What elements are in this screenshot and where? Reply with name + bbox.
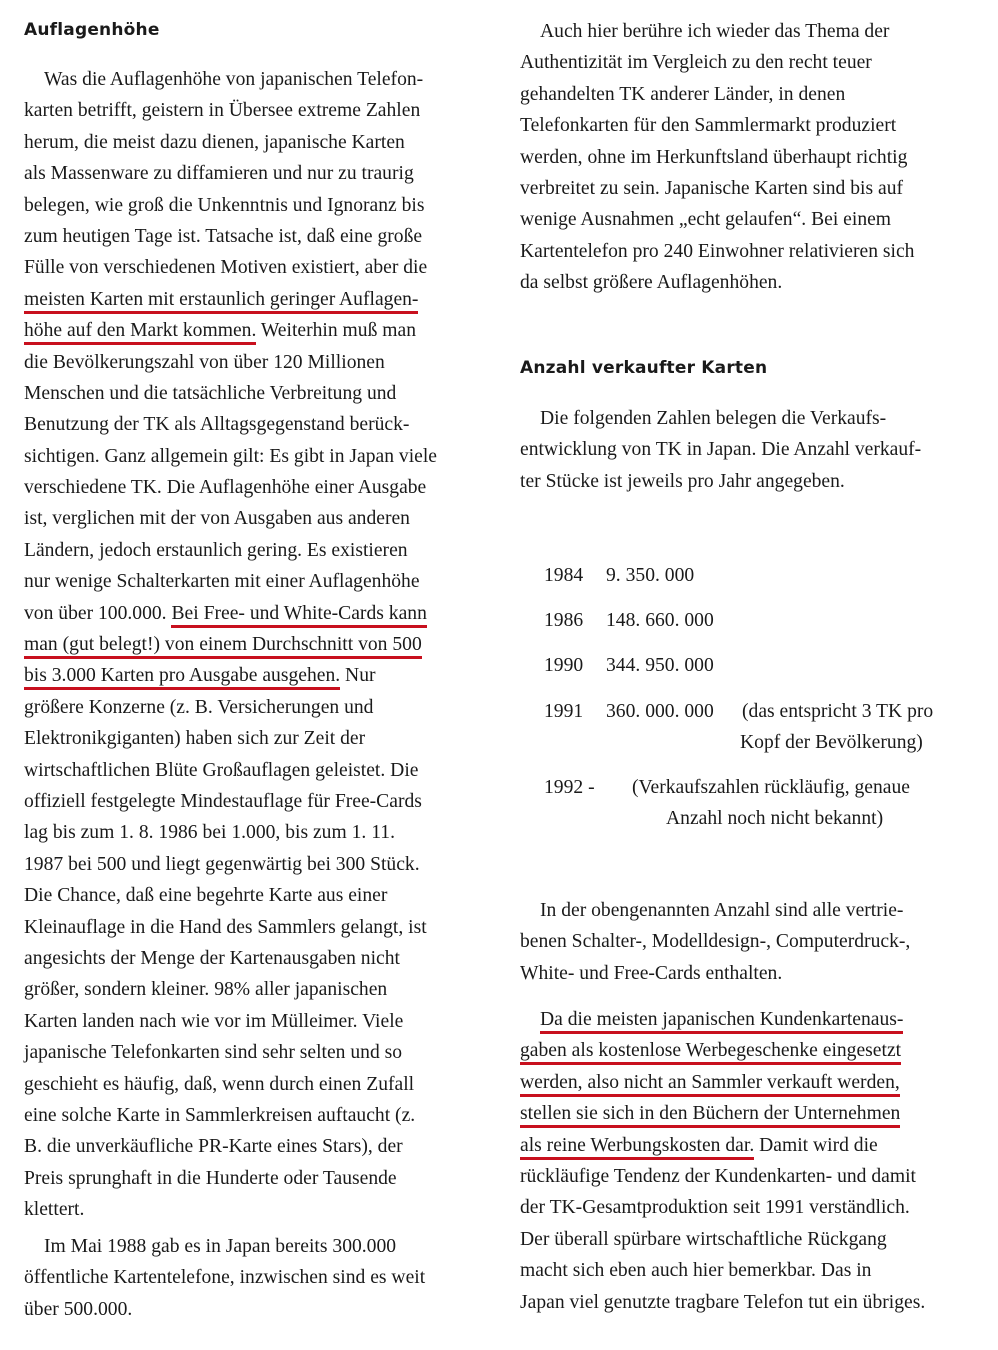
text-line: ist, verglichen mit der von Ausgaben aus anderen: [24, 508, 410, 530]
sales-note: (Verkaufszahlen rückläufig, genaue: [632, 777, 910, 798]
heading-anzahl-verkaufter-karten: Anzahl verkaufter Karten: [520, 358, 768, 378]
text-line: Die folgenden Zahlen belegen die Verkaufs-: [540, 408, 887, 429]
highlight-underline: man (gut belegt!) von einem Durchschnitt von 500: [24, 634, 422, 659]
sales-value: 344. 950. 000: [606, 655, 714, 676]
sales-year: 1992 -: [544, 777, 595, 798]
text-line: Elektronikgiganten) haben sich zur Zeit der: [24, 728, 366, 750]
text-line: White- und Free-Cards enthalten.: [520, 962, 783, 984]
text-line: werden, ohne im Herkunftsland überhaupt richtig: [520, 146, 908, 168]
text-line: verbreitet zu sein. Japanische Karten sind bis auf: [520, 177, 904, 199]
text-line: [520, 1130, 980, 1161]
text-line: macht sich eben auch hier bemerkbar. Das in: [520, 1260, 872, 1282]
text-line: die Bevölkerungszahl von über 120 Millionen: [24, 351, 385, 373]
highlight-underline: bis 3.000 Karten pro Ausgabe ausgehen.: [24, 665, 340, 690]
text-line: der TK-Gesamtproduktion seit 1991 verständlich.: [520, 1197, 910, 1219]
highlight-underline: meisten Karten mit erstaunlich geringer Auflagen-: [24, 289, 418, 314]
text-line: offiziell festgelegte Mindestauflage für Free-Cards: [24, 790, 422, 812]
text-line: entwicklung von TK in Japan. Die Anzahl verkauf-: [520, 439, 922, 461]
paragraph-auflagenhoehe: [24, 64, 492, 1225]
text-line: rückläufige Tendenz der Kundenkarten- und damit: [520, 1165, 916, 1187]
highlight-underline: stellen sie sich in den Büchern der Unternehmen: [520, 1103, 900, 1128]
highlight-underline: als reine Werbungskosten dar.: [520, 1135, 754, 1160]
text-line: [24, 629, 492, 660]
paragraph-kartentelefone: [24, 1231, 492, 1325]
sales-note: Anzahl noch nicht bekannt): [666, 808, 884, 829]
text-line: Auch hier berühre ich wieder das Thema der: [540, 21, 890, 42]
sales-row: [520, 772, 980, 803]
text-line: über 500.000.: [24, 1298, 133, 1320]
text-fragment: Nur: [340, 665, 376, 687]
text-line: B. die unverkäufliche PR-Karte eines Stars), der: [24, 1136, 403, 1158]
paragraph-kundenkarten: [520, 1004, 980, 1318]
text-line: gehandelten TK anderer Länder, in denen: [520, 83, 846, 105]
sales-value: 9. 350. 000: [606, 565, 695, 586]
highlight-underline: Bei Free- und White-Cards kann: [171, 603, 426, 628]
sales-year: 1984: [544, 565, 584, 586]
text-line: klettert.: [24, 1199, 85, 1221]
text-line: geschieht es häufig, daß, wenn durch einen Zufall: [24, 1073, 415, 1095]
sales-row: [520, 560, 980, 591]
text-line: Kartentelefon pro 240 Einwohner relativieren sich: [520, 240, 915, 262]
text-line: eine solche Karte in Sammlerkreisen auftaucht (z.: [24, 1104, 416, 1126]
paragraph-enthaltene-karten: [520, 895, 980, 989]
text-line: [24, 315, 492, 346]
text-line: [24, 284, 492, 315]
text-line: Telefonkarten für den Sammlermarkt produziert: [520, 115, 897, 137]
sales-value: 148. 660. 000: [606, 610, 714, 631]
sales-row: [520, 696, 980, 727]
text-line: öffentliche Kartentelefone, inzwischen sind es weit: [24, 1267, 426, 1289]
highlight-underline: höhe auf den Markt kommen.: [24, 320, 256, 345]
text-line: zum heutigen Tage ist. Tatsache ist, daß eine große: [24, 225, 423, 247]
text-line: wirtschaftlichen Blüte Großauflagen geleistet. Die: [24, 759, 419, 781]
highlight-underline: gaben als kostenlose Werbegeschenke eingesetzt: [520, 1040, 901, 1065]
text-line: angesichts der Menge der Kartenausgaben nicht: [24, 947, 400, 969]
text-line: als Massenware zu diffamieren und nur zu traurig: [24, 163, 414, 185]
sales-year: 1990: [544, 655, 584, 676]
text-line: sichtigen. Ganz allgemein gilt: Es gibt in Japan viele: [24, 445, 437, 467]
text-line: ter Stücke ist jeweils pro Jahr angegeben.: [520, 470, 845, 492]
sales-value: 360. 000. 000: [606, 701, 714, 722]
text-fragment: Weiterhin muß man: [256, 320, 417, 342]
text-line: Fülle von verschiedenen Motiven existiert, aber die: [24, 257, 428, 279]
sales-year: 1991: [544, 701, 584, 722]
paragraph-authentizitaet: [520, 16, 980, 299]
sales-note: Kopf der Bevölkerung): [740, 732, 923, 753]
text-line: herum, die meist dazu dienen, japanische Karten: [24, 131, 405, 153]
text-line: Kleinauflage in die Hand des Sammlers gelangt, ist: [24, 916, 427, 938]
text-line: karten betrifft, geistern in Übersee extreme Zahlen: [24, 100, 421, 122]
highlight-underline: Da die meisten japanischen Kundenkartenaus-: [540, 1009, 903, 1034]
text-line: Japan viel genutzte tragbare Telefon tut ein übriges.: [520, 1291, 926, 1313]
sales-note: (das entspricht 3 TK pro: [742, 701, 934, 722]
text-line: [520, 1098, 980, 1129]
text-line: größer, sondern kleiner. 98% aller japanischen: [24, 979, 388, 1001]
text-line: Menschen und die tatsächliche Verbreitung und: [24, 382, 397, 404]
sales-row-continued: [520, 727, 980, 758]
text-line: [520, 1035, 980, 1066]
text-line: [520, 1004, 980, 1035]
text-line: Was die Auflagenhöhe von japanischen Telefon-: [44, 69, 424, 90]
sales-row: [520, 650, 980, 681]
text-fragment: Damit wird die: [754, 1134, 878, 1156]
text-fragment: von über 100.000.: [24, 602, 172, 624]
heading-auflagenhoehe: Auflagenhöhe: [24, 20, 160, 40]
text-line: Karten landen nach wie vor im Mülleimer. Viele: [24, 1010, 404, 1032]
paragraph-verkaufsentwicklung: [520, 403, 980, 497]
text-line: [24, 660, 492, 691]
sales-year: 1986: [544, 610, 584, 631]
text-line: 1987 bei 500 und liegt gegenwärtig bei 300 Stück.: [24, 853, 420, 875]
text-line: Im Mai 1988 gab es in Japan bereits 300.000: [44, 1236, 397, 1257]
text-line: In der obengenannten Anzahl sind alle vertrie-: [540, 900, 904, 921]
sales-row-continued: [520, 803, 980, 834]
text-line: [24, 598, 492, 629]
text-line: Der überall spürbare wirtschaftliche Rückgang: [520, 1228, 887, 1250]
text-line: da selbst größere Auflagenhöhen.: [520, 272, 783, 294]
highlight-underline: werden, also nicht an Sammler verkauft werden,: [520, 1072, 900, 1097]
text-line: Benutzung der TK als Alltagsgegenstand berück-: [24, 414, 410, 436]
text-line: belegen, wie groß die Unkenntnis und Ignoranz bis: [24, 194, 425, 216]
text-line: lag bis zum 1. 8. 1986 bei 1.000, bis zum 1. 11.: [24, 822, 395, 844]
text-line: benen Schalter-, Modelldesign-, Computerdruck-,: [520, 931, 911, 953]
sales-row: [520, 605, 980, 636]
text-line: nur wenige Schalterkarten mit einer Auflagenhöhe: [24, 571, 420, 593]
text-line: wenige Ausnahmen „echt gelaufen“. Bei einem: [520, 209, 892, 231]
text-line: Authentizität im Vergleich zu den recht teuer: [520, 52, 872, 74]
text-line: verschiedene TK. Die Auflagenhöhe einer Ausgabe: [24, 477, 427, 499]
text-line: Ländern, jedoch erstaunlich gering. Es existieren: [24, 539, 408, 561]
text-line: [520, 1067, 980, 1098]
text-line: größere Konzerne (z. B. Versicherungen und: [24, 696, 374, 718]
text-line: Die Chance, daß eine begehrte Karte aus einer: [24, 885, 388, 907]
text-line: Preis sprunghaft in die Hunderte oder Tausende: [24, 1167, 397, 1189]
text-line: japanische Telefonkarten sind sehr selten und so: [24, 1042, 403, 1064]
